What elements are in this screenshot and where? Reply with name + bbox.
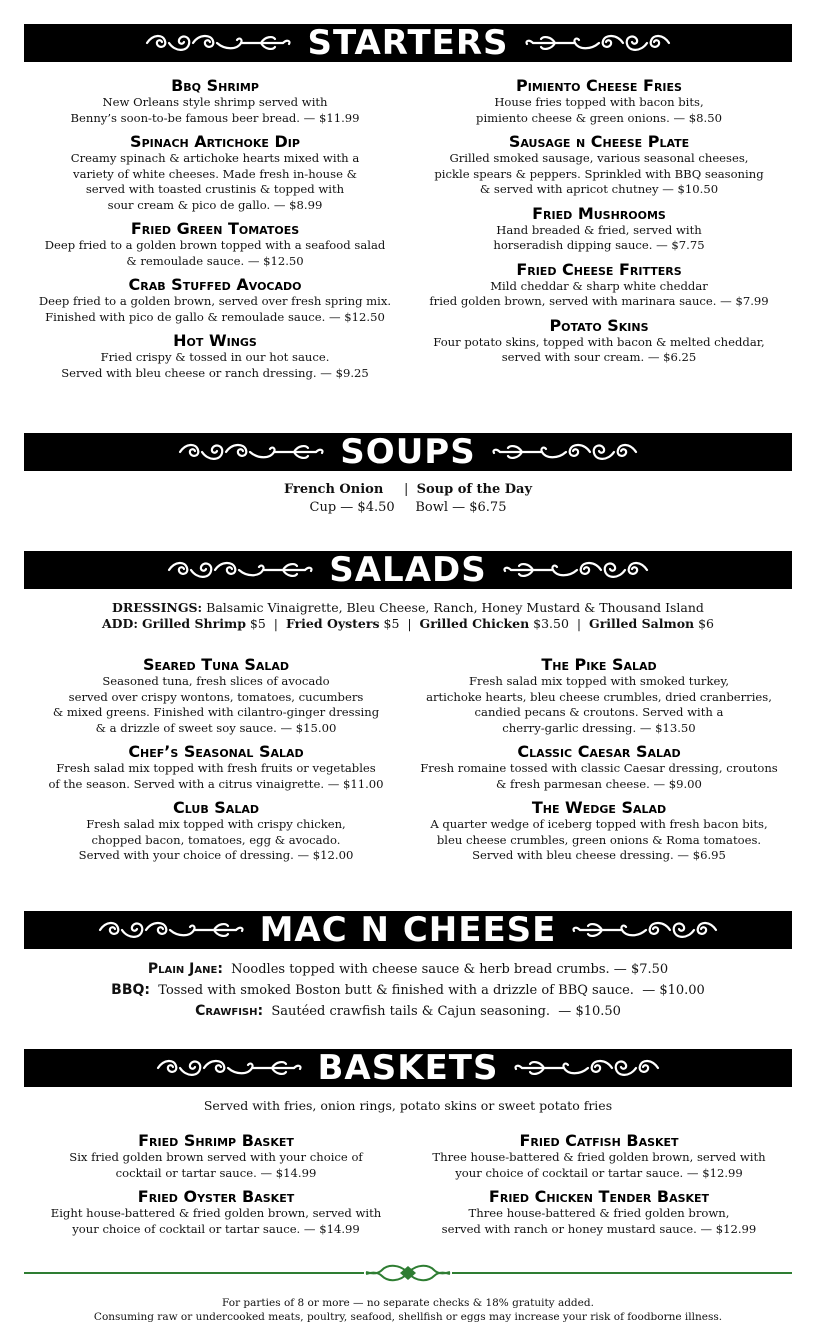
mac-item — [24, 961, 792, 978]
add-on-name: Grilled Shrimp — [141, 616, 246, 631]
menu-item-name: Fried Oyster Basket — [137, 1187, 295, 1206]
menu-item — [30, 1131, 402, 1181]
menu-item-description: Deep fried to a golden brown, served over fresh spring mix. Finished with pico de gallo & remoulade sauce. — $12.50 — [38, 294, 392, 324]
mac-item — [24, 982, 792, 999]
menu-item-description: House fries topped with bacon bits, pimiento cheese & green onions. — $8.50 — [476, 95, 722, 125]
menu-item-description: Fresh salad mix topped with crispy chicken, chopped bacon, tomatoes, egg & avocado. Served with your choice of dressing. — $12.00 — [78, 817, 354, 862]
menu-item-description: New Orleans style shrimp served with Benny’s soon-to-be famous beer bread. — $11.99 — [70, 95, 360, 125]
soup-french-onion: French Onion — [283, 482, 384, 497]
starters-right-column — [416, 76, 782, 372]
scroll-flourish-left-icon — [96, 917, 246, 943]
menu-item — [416, 1131, 782, 1181]
menu-item-description: A quarter wedge of iceberg topped with fresh bacon bits, bleu cheese crumbles, green onions & Roma tomatoes. Served with bleu cheese dressing. — $6.95 — [430, 817, 768, 862]
dressings-label: DRESSINGS: — [112, 600, 203, 615]
add-on-price: $5 — [379, 616, 400, 631]
menu-item-description: Four potato skins, topped with bacon & melted cheddar, served with sour cream. — $6.25 — [433, 334, 765, 364]
scroll-flourish-right-icon — [523, 30, 673, 56]
salads-left-column — [30, 655, 402, 870]
soups-heading: SOUPS — [340, 432, 476, 472]
menu-item — [416, 316, 782, 366]
menu-item — [30, 275, 400, 325]
menu-item-name: Chef’s Seasonal Salad — [128, 742, 304, 761]
mac-banner — [24, 911, 792, 949]
starters-banner — [24, 24, 792, 62]
mac-heading: MAC N CHEESE — [259, 910, 557, 950]
starters-heading: STARTERS — [307, 23, 509, 63]
menu-item — [30, 331, 400, 381]
salads-banner — [24, 551, 792, 589]
soup-of-the-day: Soup of the Day — [416, 482, 533, 497]
salad-dressings-line — [24, 599, 792, 616]
mac-item-description: Sautéed crawfish tails & Cajun seasoning. — $10.50 — [263, 1004, 621, 1019]
scroll-flourish-left-icon — [143, 30, 293, 56]
menu-item-name: Fried Cheese Fritters — [516, 259, 682, 279]
soup-separator: | — [403, 482, 409, 497]
menu-item — [416, 798, 782, 864]
scroll-flourish-right-icon — [570, 917, 720, 943]
baskets-banner — [24, 1049, 792, 1087]
baskets-right-column — [416, 1131, 782, 1243]
green-divider-ornament-icon — [364, 1262, 452, 1284]
menu-item — [30, 1187, 402, 1237]
menu-item-description: Three house-battered & fried golden brown, served with ranch or honey mustard sauce. — $12.99 — [441, 1206, 757, 1236]
menu-item-name: Fried Catfish Basket — [519, 1131, 679, 1150]
scroll-flourish-right-icon — [501, 557, 651, 583]
menu-item-description: Creamy spinach & artichoke hearts mixed with a variety of white cheeses. Made fresh in-house & served with toasted crustinis & topped with sour cream & pico de gallo. — $8.99 — [70, 151, 360, 212]
menu-item-name: Sausage n Cheese Plate — [508, 132, 690, 151]
baskets-left-column — [30, 1131, 402, 1243]
menu-item — [30, 655, 402, 736]
add-separator: | — [568, 616, 590, 631]
menu-item — [416, 1187, 782, 1237]
footer-health-warning: Consuming raw or undercooked meats, poultry, seafood, shellfish or eggs may increase your risk of foodborne illness. — [93, 1311, 723, 1323]
menu-item-name: The Pike Salad — [541, 655, 657, 674]
menu-item-name: Hot Wings — [173, 331, 257, 350]
menu-item-description: Fresh salad mix topped with fresh fruits or vegetables of the season. Served with a citrus vinaigrette. — $11.00 — [48, 761, 384, 791]
mac-item-description: Noodles topped with cheese sauce & herb bread crumbs. — $7.50 — [222, 962, 669, 977]
menu-item-description: Deep fried to a golden brown topped with a seafood salad & remoulade sauce. — $12.50 — [44, 238, 386, 268]
add-on-name: Fried Oysters — [285, 616, 380, 631]
soups-banner — [24, 433, 792, 471]
menu-item-name: Fried Chicken Tender Basket — [488, 1187, 710, 1206]
starters-left-column — [30, 76, 400, 387]
menu-item-name: Fried Green Tomatoes — [130, 219, 300, 238]
menu-item-name: Spinach Artichoke Dip — [130, 132, 300, 151]
menu-item — [30, 742, 402, 792]
menu-item-name: Crab Stuffed Avocado — [128, 275, 302, 294]
mac-item-name: BBQ: — [111, 982, 151, 998]
add-on-price: $5 — [245, 616, 266, 631]
menu-item — [30, 219, 400, 269]
menu-item — [416, 204, 782, 254]
add-separator: | — [399, 616, 420, 631]
mac-item-name: Plain Jane: — [147, 961, 223, 977]
menu-item-name: Pimiento Cheese Fries — [516, 76, 682, 95]
menu-item-description: Six fried golden brown served with your choice of cocktail or tartar sauce. — $14.99 — [69, 1150, 363, 1180]
add-on-name: Grilled Salmon — [589, 616, 695, 631]
salads-right-column — [416, 655, 782, 870]
footer-gratuity-note: For parties of 8 or more — no separate checks & 18% gratuity added. — [222, 1297, 594, 1309]
add-on-price: $6 — [694, 616, 715, 631]
salad-add-line — [24, 615, 792, 632]
mac-item-description: Tossed with smoked Boston butt & finished with a drizzle of BBQ sauce. — $10.00 — [150, 983, 705, 998]
menu-item-name: The Wedge Salad — [531, 798, 667, 817]
menu-item — [30, 132, 400, 213]
menu-item-name: Seared Tuna Salad — [142, 655, 290, 674]
menu-item — [416, 742, 782, 792]
menu-item — [416, 132, 782, 198]
menu-item — [416, 76, 782, 126]
menu-item-description: Fresh romaine tossed with classic Caesar dressing, croutons & fresh parmesan cheese. — $9.00 — [420, 761, 778, 791]
menu-item-description: Three house-battered & fried golden brown, served with your choice of cocktail or tartar sauce. — $12.99 — [432, 1150, 766, 1180]
baskets-intro: Served with fries, onion rings, potato skins or sweet potato fries — [203, 1098, 613, 1113]
menu-item-description: Mild cheddar & sharp white cheddar fried golden brown, served with marinara sauce. — $7.99 — [429, 278, 769, 308]
menu-item — [416, 655, 782, 736]
menu-item-description: Seasoned tuna, fresh slices of avocado served over crispy wontons, tomatoes, cucumbers & mixed greens. Finished with cilantro-ginger dressing & a drizzle of sweet soy sauce. — $15.00 — [52, 674, 380, 735]
menu-item-name: Potato Skins — [549, 315, 649, 335]
scroll-flourish-right-icon — [490, 439, 640, 465]
menu-item-description: Fried crispy & tossed in our hot sauce. Served with bleu cheese or ranch dressing. — $9.25 — [61, 350, 369, 380]
menu-item-name: Fried Shrimp Basket — [138, 1131, 294, 1150]
add-separator: | — [265, 616, 286, 631]
scroll-flourish-left-icon — [154, 1055, 304, 1081]
menu-item — [30, 76, 400, 126]
mac-item-name: Crawfish: — [195, 1003, 264, 1019]
add-on-price: $3.50 — [529, 616, 569, 631]
menu-item-description: Grilled smoked sausage, various seasonal cheeses, pickle spears & peppers. Sprinkled with BBQ seasoning & served with apricot chutney — $10.50 — [434, 151, 764, 196]
add-label: ADD: — [101, 616, 138, 631]
scroll-flourish-left-icon — [165, 557, 315, 583]
dressings-list: Balsamic Vinaigrette, Bleu Cheese, Ranch, Honey Mustard & Thousand Island — [202, 600, 704, 615]
scroll-flourish-left-icon — [176, 439, 326, 465]
baskets-heading: BASKETS — [317, 1048, 499, 1088]
menu-item-name: Classic Caesar Salad — [517, 742, 681, 761]
menu-item-name: Fried Mushrooms — [532, 203, 666, 223]
menu-item-name: Club Salad — [173, 798, 259, 817]
menu-item-description: Hand breaded & fried, served with horseradish dipping sauce. — $7.75 — [493, 222, 705, 252]
salads-heading: SALADS — [329, 550, 487, 590]
menu-item-name: Bbq Shrimp — [171, 76, 259, 95]
mac-item — [24, 1003, 792, 1020]
menu-item — [30, 798, 402, 864]
scroll-flourish-right-icon — [512, 1055, 662, 1081]
menu-item-description: Fresh salad mix topped with smoked turkey, artichoke hearts, bleu cheese crumbles, dried cranberries, candied pecans & croutons. Served with a cherry-garlic dressing. — $13.50 — [426, 674, 772, 735]
menu-item — [416, 260, 782, 310]
soups-items-line — [24, 481, 792, 498]
add-on-name: Grilled Chicken — [419, 616, 530, 631]
menu-item-description: Eight house-battered & fried golden brown, served with your choice of cocktail or tartar sauce. — $14.99 — [50, 1206, 382, 1236]
soups-prices-line: Cup — $4.50 Bowl — $6.75 — [309, 500, 507, 515]
